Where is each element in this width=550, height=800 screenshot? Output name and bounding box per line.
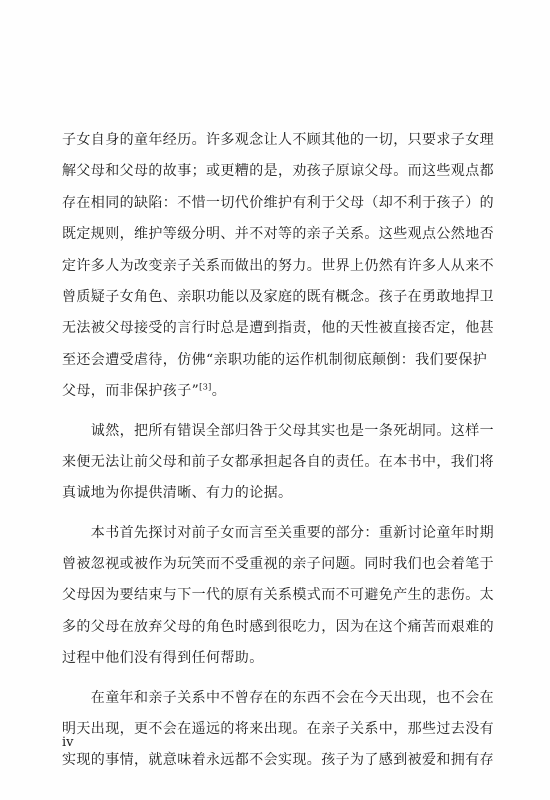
text-line: 曾质疑子女角色、亲职功能以及家庭的既有概念。孩子在勇敢地捍卫 <box>62 288 494 305</box>
text-line: 多的父母在放弃父母的角色时感到很吃力，因为在这个痛苦而艰难的 <box>62 618 494 635</box>
text-line: 至还会遭受虐待，仿佛“亲职功能的运作机制彻底颠倒：我们要保护 <box>62 351 488 368</box>
text-line: 无法被父母接受的言行时总是遭到指责，他的天性被直接否定，他甚 <box>62 320 494 337</box>
text-line: 真诚地为你提供清晰、有力的论据。 <box>62 485 293 502</box>
text-line: 存在相同的缺陷：不惜一切代价维护有利于父母（却不利于孩子）的 <box>62 194 494 211</box>
text-line: 父母因为要结束与下一代的原有关系模式而不可避免产生的悲伤。太 <box>62 587 494 604</box>
text-fragment: 父母，而非保护孩子” <box>62 383 200 400</box>
footnote-reference: [3] <box>199 382 212 392</box>
text-line: 实现的事情，就意味着永远都不会实现。孩子为了感到被爱和拥有存 <box>62 752 494 769</box>
text-line: 明天出现，更不会在遥远的将来出现。在亲子关系中，那些过去没有 <box>62 721 494 738</box>
text-line: 来便无法让前父母和前子女都承担起各自的责任。在本书中，我们将 <box>62 453 494 470</box>
text-line: 既定规则，维护等级分明、并不对等的亲子关系。这些观点公然地否 <box>62 226 494 243</box>
paragraph-4 <box>62 683 494 777</box>
text-line: 子女自身的童年经历。许多观念让人不顾其他的一切，只要求子女理 <box>62 132 494 148</box>
body-text <box>62 125 494 777</box>
text-line: 本书首先探讨对前子女而言至关重要的部分：重新讨论童年时期 <box>62 524 494 541</box>
text-line: 定许多人为改变亲子关系而做出的努力。世界上仍然有许多人从来不 <box>62 257 494 274</box>
paragraph-2 <box>62 416 494 510</box>
text-line: 曾被忽视或被作为玩笑而不受重视的亲子问题。同时我们也会着笔于 <box>62 556 494 573</box>
text-line: 解父母和父母的故事；或更糟的是，劝孩子原谅父母。而这些观点都 <box>62 163 494 180</box>
text-line: 诚然，把所有错误全部归咎于父母其实也是一条死胡同。这样一 <box>62 422 494 439</box>
text-fragment: 。 <box>211 383 227 400</box>
text-line <box>62 376 490 407</box>
text-line: 在童年和亲子关系中不曾存在的东西不会在今天出现，也不会在 <box>62 689 494 706</box>
text-line: 过程中他们没有得到任何帮助。 <box>62 650 264 667</box>
page-number: iv <box>62 735 74 750</box>
paragraph-3 <box>62 518 494 675</box>
paragraph-1 <box>62 125 494 408</box>
